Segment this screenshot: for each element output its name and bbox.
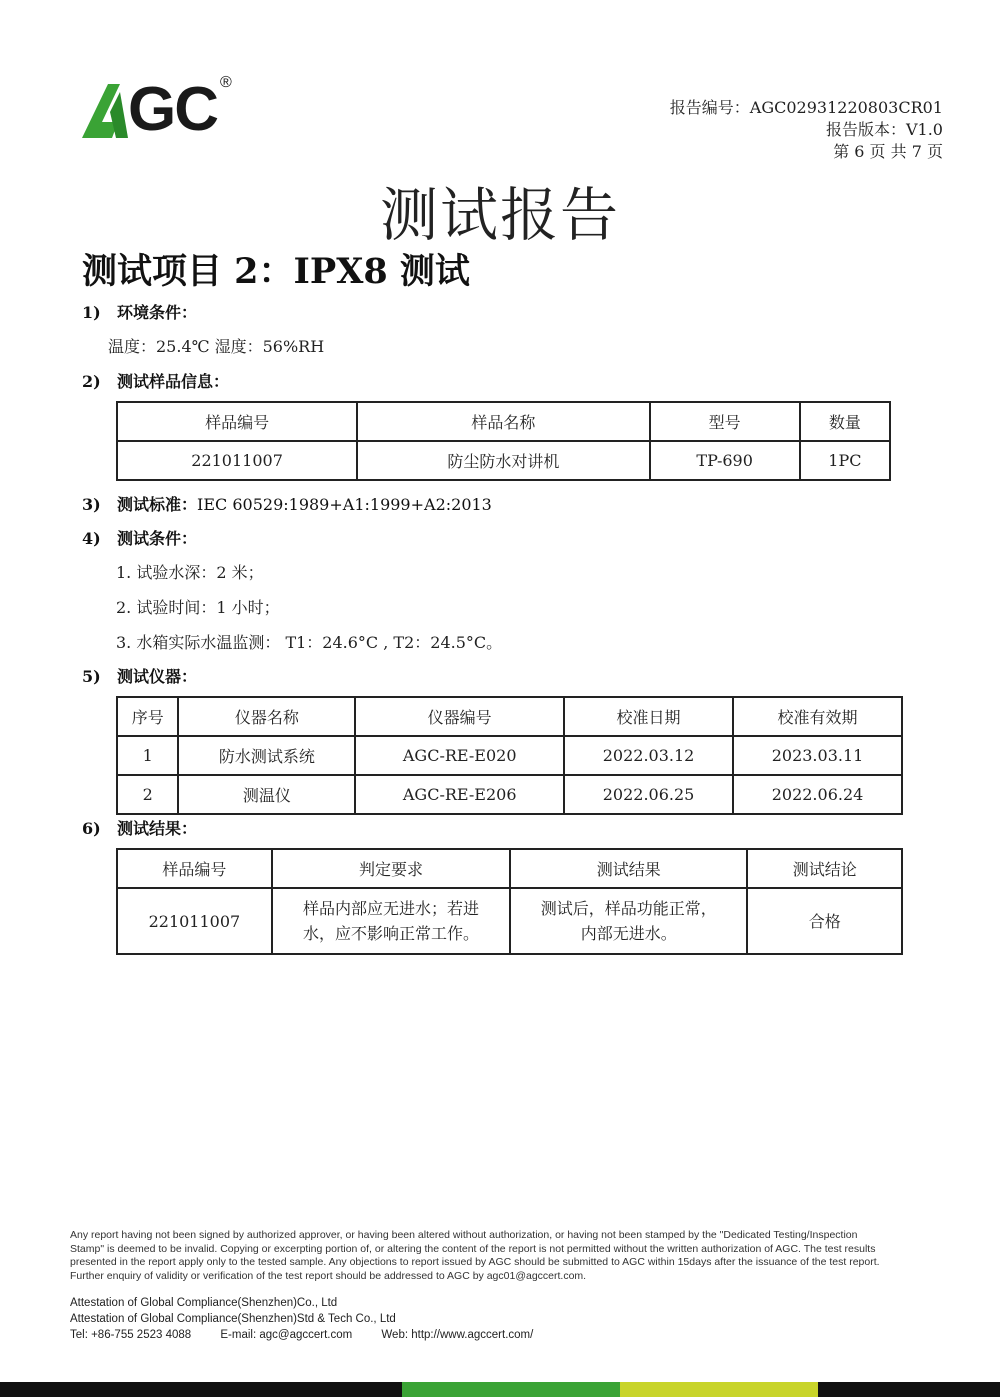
requirement-line: 样品内部应无进水；若进 [302,899,479,918]
bar-lime-segment [620,1382,818,1397]
agc-logo-text: GC [128,75,217,144]
section-test-conditions [82,526,197,549]
bar-black-segment [818,1382,1000,1397]
table-header-cell: 样品编号 [117,849,272,888]
agc-logo-a-icon [82,82,128,138]
company-name: Attestation of Global Compliance(Shenzhen)Co., Ltd [70,1297,338,1309]
table-header-cell: 仪器编号 [355,697,564,736]
disclaimer-line: presented in the report apply only to the tested sample. Any objections to report issued by AGC should be submitted to AGC within 15days after the issuance of the test report. [70,1256,880,1268]
result-table [116,848,903,955]
section-label: 测试标准： [117,495,198,514]
section-sample-info [82,369,229,392]
table-header-cell: 序号 [117,697,178,736]
section-number: 5) [82,667,101,686]
website-link[interactable]: Web: http://www.agccert.com/ [381,1329,534,1341]
table-row [117,775,902,814]
section-label: 测试样品信息： [117,372,230,391]
result-sample-id: 221011007 [117,888,272,954]
test-standard-value: IEC 60529:1989+A1:1999+A2:2013 [197,495,492,514]
section-label: 测试结果： [117,819,198,838]
section-number: 3) [82,495,101,514]
bar-green-segment [402,1382,620,1397]
table-header-cell: 校准有效期 [733,697,902,736]
report-number: 报告编号：AGC02931220803CR01 [669,98,943,117]
disclaimer-line: Further enquiry of validity or verification of the test report should be addressed to AGC by agc01@agccert.com. [70,1269,587,1282]
disclaimer-line: Stamp" is deemed to be invalid. Copying or excerpting portion of, or altering the content of the report is not permitted without the written authorization of AGC. The test results [70,1242,876,1255]
table-cell: 测温仪 [178,775,355,814]
table-cell: 2 [117,775,178,814]
footer-disclaimer [70,1229,900,1283]
table-header-row [117,697,902,736]
section-label: 测试仪器： [117,667,198,686]
condition-item: 3. 水箱实际水温监测： T1：24.6°C , T2：24.5°C。 [116,633,503,652]
requirement-line: 水，应不影响正常工作。 [302,924,479,943]
table-header-cell: 样品名称 [357,402,649,441]
section-number: 6) [82,819,101,838]
section-instruments [82,664,197,687]
table-cell: TP-690 [650,441,800,480]
table-row [117,736,902,775]
section-number: 4) [82,529,101,548]
table-header-cell: 样品编号 [117,402,357,441]
table-header-cell: 数量 [800,402,890,441]
table-cell: 1PC [800,441,890,480]
footer-color-bar [0,1382,1000,1397]
table-cell: 2023.03.11 [733,736,902,775]
company-name: Attestation of Global Compliance(Shenzhen)Std & Tech Co., Ltd [70,1313,396,1325]
test-item-title: 测试项目 2：IPX8 测试 [82,251,470,292]
report-meta [670,97,943,163]
bar-black-segment [0,1382,402,1397]
table-cell: 1 [117,736,178,775]
sample-info-table [116,401,891,481]
page-info: 第 6 页 共 7 页 [833,142,943,161]
disclaimer-line: Any report having not been signed by authorized approver, or having been altered without authorization, or having not been stamped by the "Dedicated Testing/Inspection [70,1229,858,1241]
table-row [117,441,890,480]
condition-item: 1. 试验水深：2 米； [116,563,264,582]
result-conclusion: 合格 [747,888,902,954]
outcome-line: 测试后，样品功能正常， [540,899,717,918]
table-header-cell: 校准日期 [564,697,733,736]
table-cell: AGC-RE-E206 [355,775,564,814]
table-cell: AGC-RE-E020 [355,736,564,775]
contact-line [70,1327,559,1343]
table-header-cell: 型号 [650,402,800,441]
page-title: 测试报告 [379,181,620,249]
table-cell: 221011007 [117,441,357,480]
section-environment [82,300,197,323]
section-number: 2) [82,372,101,391]
phone-number: Tel: +86-755 2523 4088 [70,1329,192,1341]
table-cell: 防尘防水对讲机 [357,441,649,480]
agc-logo [82,74,232,144]
instrument-table [116,696,903,815]
table-cell: 防水测试系统 [178,736,355,775]
result-outcome [510,888,747,954]
result-requirement [272,888,510,954]
registered-mark: ® [220,74,232,91]
report-version: 报告版本：V1.0 [825,120,943,139]
footer-contact [70,1295,559,1343]
section-label: 测试条件： [117,529,198,548]
section-number: 1) [82,303,101,322]
environment-values: 温度：25.4℃ 湿度：56%RH [108,337,325,356]
table-row [117,888,902,954]
table-header-cell: 测试结论 [747,849,902,888]
section-label: 环境条件： [117,303,198,322]
table-header-cell: 判定要求 [272,849,510,888]
table-cell: 2022.03.12 [564,736,733,775]
condition-item: 2. 试验时间：1 小时； [116,598,280,617]
table-header-cell: 测试结果 [510,849,747,888]
section-test-standard [82,492,492,515]
table-cell: 2022.06.24 [733,775,902,814]
outcome-line: 内部无进水。 [580,924,677,943]
section-test-results [82,816,197,839]
email-address[interactable]: E-mail: agc@agccert.com [220,1329,353,1341]
table-header-cell: 仪器名称 [178,697,355,736]
table-header-row [117,849,902,888]
table-cell: 2022.06.25 [564,775,733,814]
table-header-row [117,402,890,441]
